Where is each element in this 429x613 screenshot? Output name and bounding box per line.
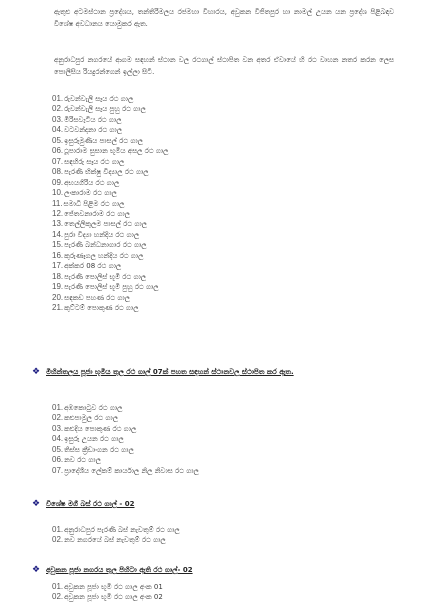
- list-item-number: 05.: [52, 135, 64, 145]
- list-item-number: 06.: [52, 455, 64, 465]
- list-item: [52, 209, 169, 219]
- list-item: [52, 403, 199, 413]
- list-item-number: 02.: [52, 592, 64, 602]
- intro-paragraph: ඇතුළු අටමස්ථාන ප්‍රදේශය, තන්තිරිමලය රජමහා විහාරය, අවුකන විජිතපුර හා නාමල් උයන යන ප්‍රදේශ පිළිබඳව විශේෂ අවධානය යොමුකර ඇත.: [54, 8, 394, 28]
- list-item: [52, 104, 169, 114]
- list-item-number: 02.: [52, 104, 64, 114]
- list-item-number: 06.: [52, 146, 64, 156]
- list-item: [52, 188, 169, 198]
- list-item-text: ඉසුරු උයන රථ ගාල: [64, 435, 124, 444]
- section4-heading: [32, 564, 392, 576]
- list-item-number: 14.: [52, 229, 64, 239]
- list-item: [52, 115, 169, 125]
- list-item-text: අඹකොටුව රථ ගාල: [64, 404, 123, 412]
- list-item-number: 10.: [52, 188, 64, 198]
- list-item: [52, 178, 169, 188]
- list-item-number: 01.: [52, 525, 64, 534]
- list-item-text: ඉසුරුමුණිය පාසල් රථ ගාල: [64, 136, 144, 145]
- list-item: [52, 424, 199, 434]
- list-item: [52, 525, 180, 535]
- list-item-number: 03.: [52, 114, 64, 124]
- list-item: [52, 146, 169, 156]
- list-item-number: 13.: [52, 219, 64, 229]
- list-item-text: සඳකඩ පහණ රථ ගාල: [64, 293, 130, 302]
- list-item: [52, 251, 169, 261]
- list-item: [52, 136, 169, 146]
- list-item: [52, 261, 169, 271]
- list-item: [52, 434, 199, 444]
- section2-heading-text: මිහින්තලය පූජා භූමිය තුල රථ ගාල් 07ක් පහත සඳහන් ස්ථානවල ස්ථාපිත කර ඇත.: [46, 368, 294, 376]
- list-item: [52, 219, 169, 229]
- section1-parking-list: [52, 94, 169, 314]
- list-item: [52, 240, 169, 250]
- list-item: [52, 125, 169, 135]
- list-item-text: පුරා විද්‍යා හන්දිය රථ ගාල: [64, 230, 140, 239]
- list-item: [52, 582, 163, 592]
- list-item: [52, 94, 169, 104]
- list-item-number: 21.: [52, 303, 64, 313]
- list-item: [52, 466, 199, 476]
- list-item-number: 15.: [52, 240, 64, 250]
- section2-parking-list: [52, 403, 199, 476]
- list-item-text: ථූපාරාම සුසාන භූමිය අසල රථ ගාල: [64, 147, 169, 156]
- list-item-text: වටවන්දනා රථ ගාල: [64, 126, 123, 135]
- list-item-text: පැරණි භික්ෂු විද්‍යාල රථ ගාල: [64, 168, 149, 177]
- list-item: [52, 592, 163, 602]
- list-item-text: නව රථ ගාල: [64, 456, 101, 465]
- list-item-number: 01.: [52, 582, 64, 591]
- list-item-number: 07.: [52, 156, 64, 166]
- list-item-number: 02.: [52, 535, 64, 545]
- list-item-text: කුරුණෑගල හන්දිය රථ ගාල: [64, 251, 144, 260]
- list-item: [52, 167, 169, 177]
- list-item-number: 04.: [52, 434, 64, 444]
- list-item-text: අක්කර 08 රථ ගාල: [64, 262, 122, 271]
- diamond-bullet-icon: ❖: [32, 367, 41, 377]
- list-item-number: 18.: [52, 271, 64, 281]
- list-item-number: 08.: [52, 167, 64, 177]
- list-item-number: 04.: [52, 125, 64, 135]
- list-item-text: ප්‍රාදේශීය ලේකම් කාර්යාල නිල නිවාස රථ ගාල: [64, 466, 199, 475]
- list-item: [52, 455, 199, 465]
- list-item: [52, 535, 180, 545]
- list-item-text: අනුරාධපුර පැරණි බස් නැවතුම් රථ ගාල: [64, 526, 180, 534]
- diamond-bullet-icon: ❖: [32, 499, 41, 509]
- list-item-text: කළුපාමුල රථ ගාල: [64, 414, 119, 423]
- parking-notice-paragraph: අනුරාධපුර නගරයේ ආගම සඳහන් ස්ථාන වල රථගාල් ස්ථාපිත වන අතර ඒවායේ හි රථ වාහන නතර කරන ලෙස පොලිසිය රියදුරන්ගෙන් ඉල්ලා සිටී.: [54, 56, 394, 76]
- section2-heading: [32, 366, 392, 378]
- list-item-number: 05.: [52, 444, 64, 454]
- list-item: [52, 282, 169, 292]
- list-item-text: අවුකන පූජා භූමි රථ ගාල අංක 02: [64, 593, 163, 602]
- list-item-number: 20.: [52, 292, 64, 302]
- list-item-text: පැරණි පොලිස් භූමි පුහු රථ ගාල: [64, 283, 159, 292]
- list-item-number: 17.: [52, 261, 64, 271]
- list-item-number: 11.: [52, 198, 63, 208]
- list-item-number: 02.: [52, 413, 64, 423]
- list-item-text: කළුදිය පොකුණ රථ ගාල: [64, 424, 137, 433]
- list-item: [52, 157, 169, 167]
- list-item: [52, 272, 169, 282]
- section3-heading-text: විශේෂ මගී බස් රථ ගාල් - 02: [46, 500, 135, 508]
- list-item-number: 01.: [52, 403, 64, 412]
- diamond-bullet-icon: ❖: [32, 565, 41, 575]
- list-item-text: තිස්ස ක්‍රීඩාංගන රථ ගාල: [64, 445, 134, 454]
- list-item-text: තෙල්ලිකුලම පාසල් රථ ගාල: [64, 220, 148, 229]
- list-item-text: රුවන්වැලි සෑය රථ ගාල: [64, 95, 134, 103]
- list-item-number: 09.: [52, 177, 64, 187]
- list-item-text: පැරණි පොලිස් භූමි රථ ගාල: [64, 272, 147, 281]
- list-item-text: සමාධි පිළිම රථ ගාල: [63, 199, 125, 208]
- list-item-text: නව නගරයේ බස් නැවතුම් රථ ගාල: [64, 536, 166, 545]
- list-item: [52, 303, 169, 313]
- list-item-number: 07.: [52, 465, 64, 475]
- list-item-text: සඳහිරු සෑය රථ ගාල: [64, 157, 125, 166]
- list-item-text: ජේතවනාරාම රථ ගාල: [64, 209, 130, 218]
- list-item: [52, 445, 199, 455]
- list-item-number: 01.: [52, 94, 64, 103]
- list-item-text: පැරණි බන්ධනාගාර රථ ගාල: [64, 241, 147, 250]
- list-item-text: රුවන්වැලි සෑය පුහු රථ ගාල: [64, 105, 146, 114]
- list-item-text: අභයගිරිය රථ ගාල: [64, 178, 120, 187]
- list-item-number: 16.: [52, 250, 64, 260]
- list-item-number: 03.: [52, 423, 64, 433]
- list-item-text: කුට්ටම් පොකුණ රථ ගාල: [64, 304, 139, 313]
- list-item: [52, 199, 169, 209]
- list-item-text: ලංකාරාම රථ ගාල: [64, 189, 117, 198]
- section3-heading: [32, 498, 392, 510]
- list-item-text: මිරිසවැටිය රථ ගාල: [64, 115, 122, 124]
- list-item-text: අවුකන පූජා භූමි රථ ගාල අංක 01: [64, 583, 163, 591]
- list-item: [52, 413, 199, 423]
- list-item-number: 12.: [52, 208, 64, 218]
- section4-parking-list: [52, 582, 163, 603]
- list-item-number: 19.: [52, 282, 64, 292]
- section3-parking-list: [52, 525, 180, 546]
- section4-heading-text: අවුකන පූජා නගරය තුල පිහිටා ඇති රථ ගාල්- 02: [46, 566, 193, 574]
- list-item: [52, 293, 169, 303]
- list-item: [52, 230, 169, 240]
